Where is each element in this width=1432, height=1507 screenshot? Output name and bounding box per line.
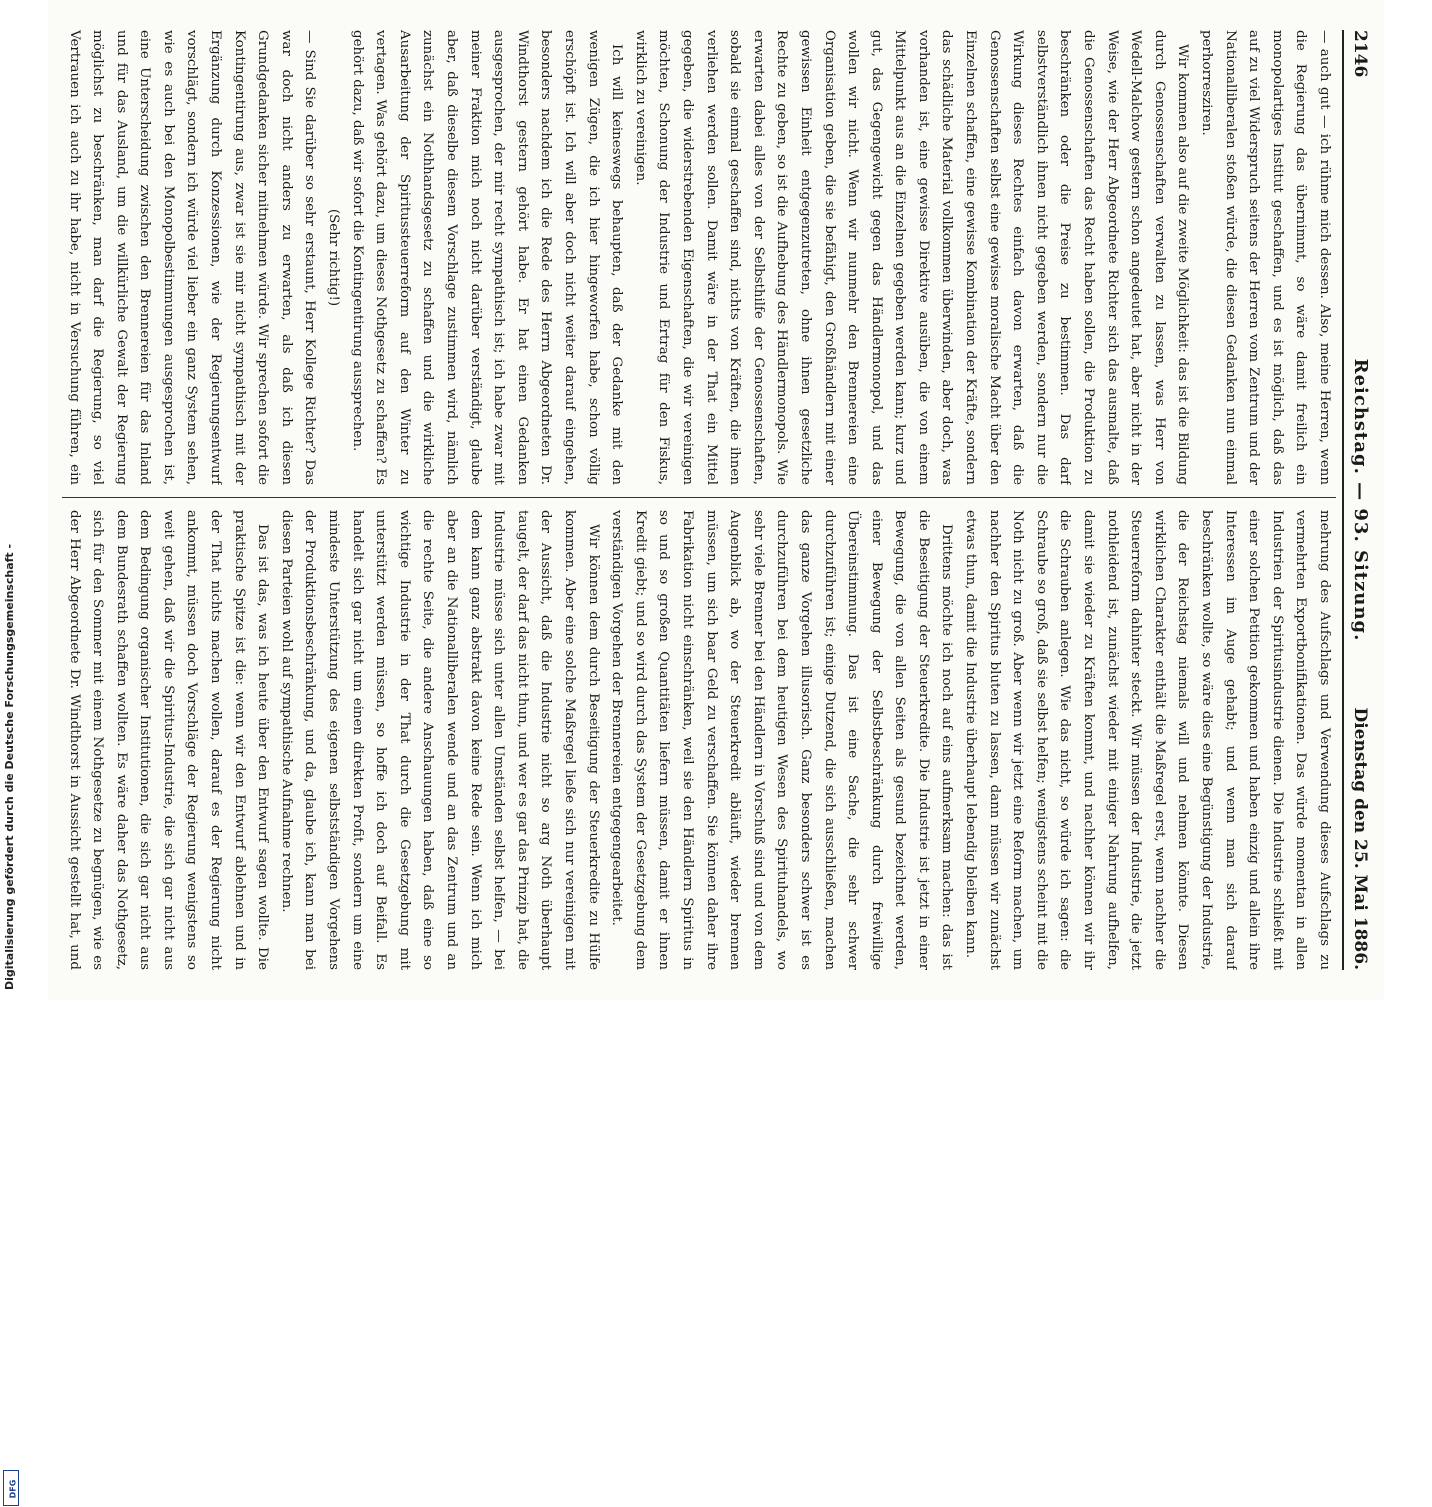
logo-text: DFG	[8, 1479, 18, 1499]
paragraph: (Sehr richtig!)	[326, 208, 342, 307]
page-title: Reichstag. — 93. Sitzung.	[1350, 358, 1371, 642]
session-date: Dienstag den 25. Mai 1886.	[1350, 707, 1370, 970]
right-text-column	[62, 510, 1336, 970]
paragraph: — auch gut — ich rühme mich dessen. Also, meine Herren, wenn die Regierung das übernimmt, so wäre damit freilich ein monopolartiges Institut geschaffen, und es ist möglich, daß das auf zu viel Widerspruch seitens der Herren vom Zentrum und der Nationalliberalen stoßen würde, die diesen Gedanken nun einmal perhorresziren.	[1199, 30, 1332, 485]
paragraph: Das ist das, was ich heute über den Entwurf sagen wollte. Die praktische Spitze ist die: wenn wir den Entwurf ablehnen und in der That nichts machen wollen, darauf es der Regierung nicht ankommt, müssen doch Vorschläge der Regierung wenigstens so weit gehen, daß wir die Spiritus-Industrie, die sich gar nicht aus dem Bedingung organischer Institutionen, die sich gar nicht aus dem Bundesrath schaffen wollten. Es wäre daher das Nothgesetz, sich für den Sommer mit einem Nothgesetze zu begnügen, wie es der Herr Abgeordnete Dr. Windthorst in Aussicht gestellt hat, und	[66, 510, 271, 970]
page-number: 2146	[1350, 30, 1370, 78]
paragraph: — Sind Sie darüber so sehr erstaunt, Herr Kollege Richter? Das war doch nicht anders zu erwarten, als daß ich diesen Grundgedanken sicher mitnehmen würde. Wir sprechen sofort die Kontingentirung aus, zwar ist sie mir nicht sympathisch mit der Ergänzung durch Konzessionen, wie der Regierungsentwurf vorschlägt, sondern ich würde viel lieber ein ganz System sehen, wie es auch bei den Monopolbestimmungen ausgesprochen ist, eine Unterscheidung zwischen den Brennereien für das Inland und für das Ausland, um die willkürliche Gewalt der Regierung möglichst zu beschränken, man darf die Regierung, so viel Vertrauen ich auch zu ihr habe, nicht in Versuchung führen, ein	[66, 30, 318, 485]
paragraph: Wir kommen also auf die zweite Möglichkeit: das ist die Bildung durch Genossenschaften verwalten zu lassen, was Herr von Wedell-Malchow gestern schon angedeutet hat, aber nicht in der Weise, wie der Herr Abgeordnete Richter sich das ausmalte, daß die Genossenschaften das Recht haben sollen, die Produktion zu beschränken oder die Preise zu bestimmen. Das darf selbstverständlich ihnen nicht gegeben werden, sondern nur die Wirkung dieses Rechtes einfach davon erwarten, daß die Genossenschaften selbst eine gewisse moralische Macht über den Einzelnen schaffen, eine gewisse Kombination der Kräfte, sondern das schädliche Material vollkommen überwinden, aber doch, was vorhanden ist, eine gewisse Direktive ausüben, die von einem Mittelpunkt aus an die Einzelnen gegeben werden kann; kurz und gut, das Gegengewicht gegen das Händlermonopol, und das wollen wir nicht. Wenn wir nunmehr den Brennereien eine Organisation geben, die sie befähigt, den Großhändlern mit einer gewissen Einheit entgegenzutreten, ohne ihnen gesetzliche Rechte zu geben, so ist die Aufhebung des Händlermonopols. Wie erwarten dabei alles von der Selbsthilfe der Genossenschaften, sobald sie einmal geschaffen sind, nichts von Kräften, die ihnen verliehen werden sollen. Damit wäre in der That ein Mittel gegeben, die widerstrebenden Eigenschaften, die wir vereinigen möchten, Schonung der Industrie und Ertrag für den Fiskus, wirklich zu vereinigen.	[632, 30, 1191, 485]
paragraph: Ich will keineswegs behaupten, daß der Gedanke mit den wenigen Zügen, die ich hier hingeworfen habe, schon völlig erschöpft ist. Ich will aber doch nicht weiter darauf eingehen, besonders nachdem ich die Rede des Herrn Abgeordneten Dr. Windthorst gestern gehört habe. Er hat einen Gedanken ausgesprochen, der mir recht sympathisch ist; ich habe zwar mit meiner Fraktion mich noch nicht darüber verständigt, glaube aber, daß dieselbe diesem Vorschlage zustimmen wird, nämlich zunächst ein Nothhandsgesetz zu schaffen und die wirkliche Ausarbeitung der Spiritussteuerreform auf den Winter zu vertagen. Was gehört dazu, um dieses Nothgesetz zu schaffen? Es gehört dazu, daß wir sofort die Kontingentirung aussprechen.	[349, 30, 625, 485]
paragraph: Wir können dem durch Beseitigung der Steuerkredite zu Hülfe kommen. Aber eine solche Maßregel ließe sich nur vereinigen mit der Aussicht, daß die Industrie nicht so arg Noth überhaupt taugelt, der darf das nicht thun, und wer es gar das Prinzip hat, die Industrie müsse sich unter allen Umständen selbst helfen, — bei dem kann ganz abstrakt davon keine Rede sein. Wenn ich mich aber an die Nationalliberalen wende und an das Zentrum und an die rechte Seite, die andere Anschauungen haben, daß eine so wichtige Industrie in der That durch die Gesetzgebung mit unterstützt werden müssen, so hoffe ich doch auf Beifall. Es handelt sich gar nicht um einen direkten Profit, sondern um eine mindeste Unterstützung des eigenen selbstständigen Vorgehens der Produktionsbeschränkung, und da, glaube ich, kann man bei diesen Parteien wohl auf sympathische Aufnahme rechnen.	[278, 510, 601, 970]
column-divider	[62, 497, 1336, 498]
paragraph: Drittens möchte ich noch auf eins aufmerksam machen: das ist die Beseitigung der Steuerkredite. Die Industrie ist jetzt in einer Bewegung, die von allen Seiten als gesund bezeichnet werden, einer Bewegung der Selbstbeschränkung durch freiwillige Übereinstimmung. Das ist eine Sache, die sehr schwer durchzuführen ist; einige Dutzend, die sich ausschließen, machen das ganze Vorgehen illusorisch. Ganz besonders schwer ist es durchzuführen bei dem heutigen Wesen des Spirituhandels, wo sehr viele Brenner bei den Händlern in Vorschuß sind und von dem Augenblick ab, wo der Steuerkredit abläuft, wieder brennen müssen, um sich baar Geld zu verschaffen. Sie können daher ihre Fabrikation nicht einschränken, weil sie den Händlern Spiritus in so und so großen Quantitäten liefern müssen, damit er ihnen Kredit giebt; und so wird durch das System der Gesetzgebung dem verständigen Vorgehen der Brennereien entgegengearbeitet.	[609, 510, 955, 970]
left-text-column	[62, 30, 1336, 485]
page-header	[1342, 30, 1378, 970]
dfg-logo	[3, 1470, 19, 1506]
paragraph: mehrung des Aufschlags und Verwendung dieses Aufschlags zu vermehrten Exportbonifikationen. Das würde momentan in allen Industrien der Spiritusindustrie dienen. Die Industrie schließt mit einer solchen Petition gekommen und haben einzig und allein ihre Interessen im Auge gehabt; und wenn man sich darauf beschränken wollte, so wäre dies eine Begünstigung der Industrie, die der Reichstag niemals will und nehmen könnte. Diesen wirklichen Charakter enthält die Maßregel erst, wenn nachher die Steuerreform dahinter steckt. Wir müssen der Industrie, die jetzt nothleidend ist, zunächst wieder mit einiger Nahrung aufhelfen, damit sie wieder zu Kräften kommt, und nachher können wir ihr die Schrauben anlegen. Wie das nicht, so würde ich sagen: die Schraube so groß, daß sie selbst helfen; wenigstens scheint mit die Noth nicht zu groß. Aber wenn wir jetzt eine Reform machen, um nachher den Spiritus bluten zu lassen, dann müssen wir zunächst etwas thun, damit die Industrie überhaupt lebendig bleiben kann.	[963, 510, 1332, 970]
digitization-note: Digitalisierung gefördert durch die Deutsche Forschungsgemeinschaft -	[3, 543, 16, 990]
digitization-footer	[0, 510, 24, 1499]
scanned-page	[48, 0, 1384, 1000]
